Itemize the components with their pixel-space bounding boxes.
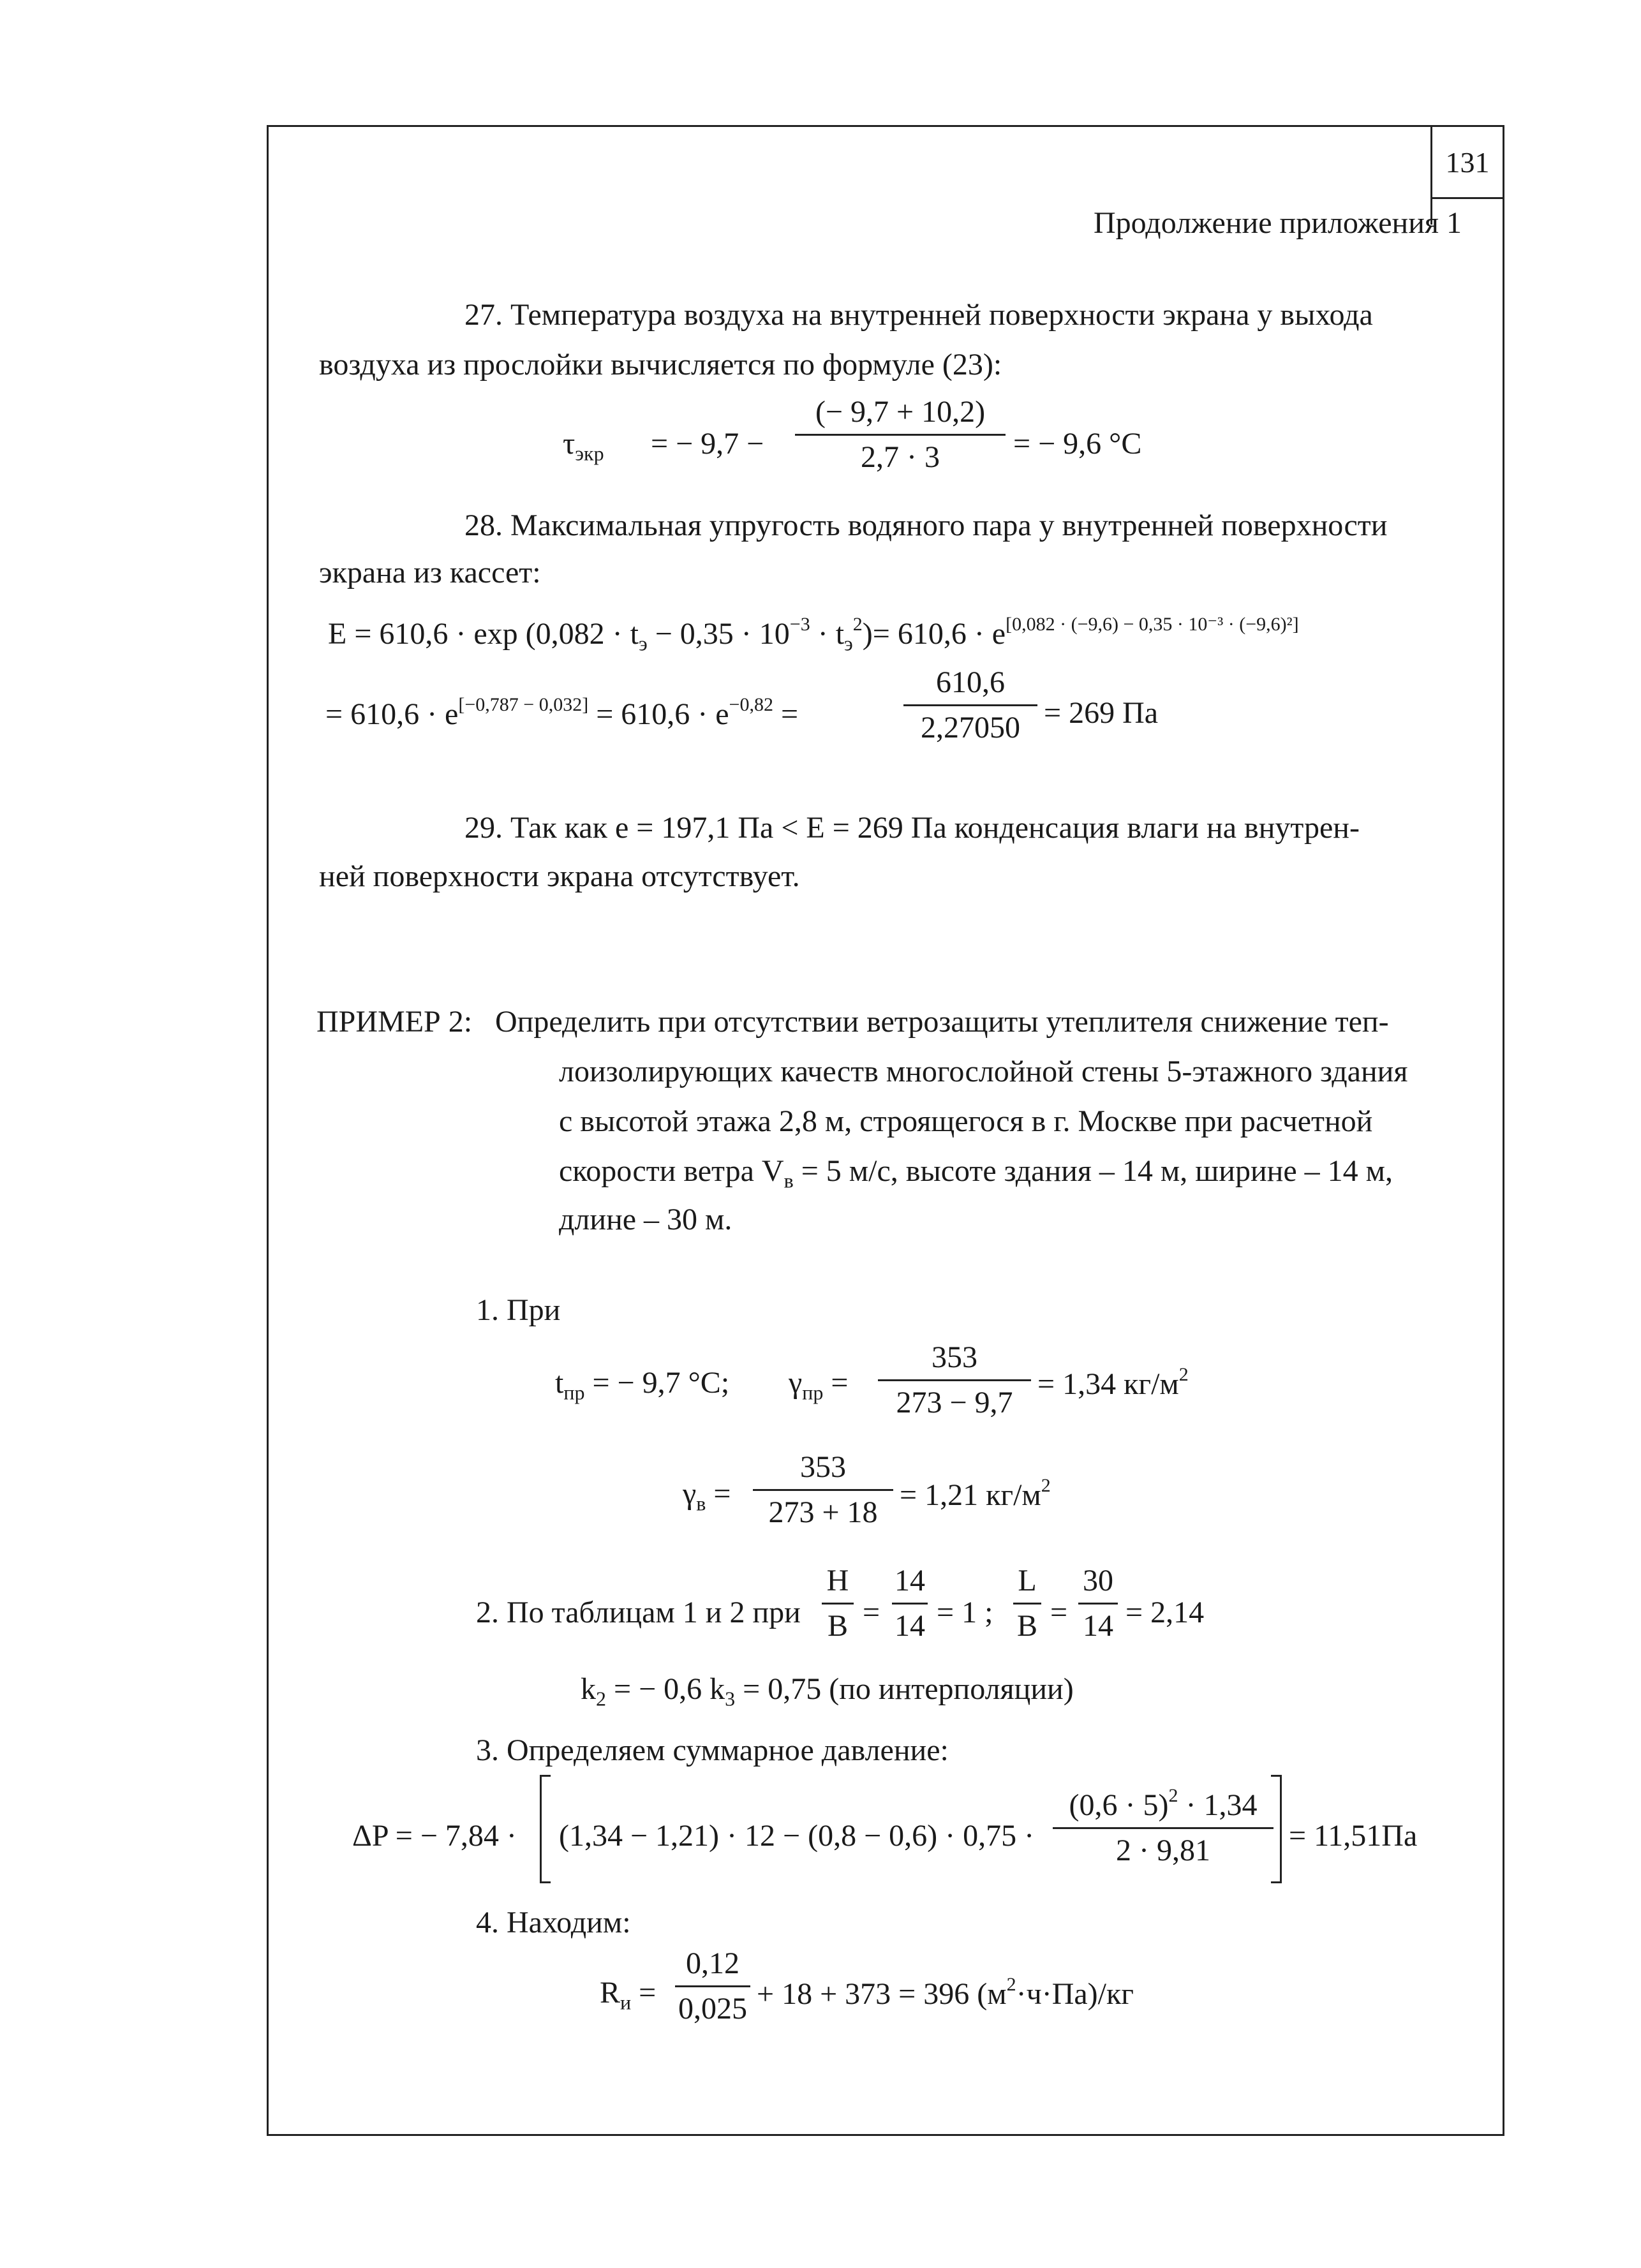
step4-label: 4. Находим: <box>476 1906 631 1939</box>
step3-result: = 11,51Па <box>1289 1819 1418 1853</box>
item29-line2: ней поверхности экрана отсутствует. <box>319 859 800 893</box>
example2-line2: лоизолирующих качеств многослойной стены 5-этажного здания <box>559 1055 1408 1088</box>
item28-line1: 28. Максимальная упругость водяного пара у внутренней поверхности <box>464 508 1388 542</box>
page-number: 131 <box>1430 125 1504 199</box>
step2-result2: = 2,14 <box>1125 1596 1205 1629</box>
step2-result1: = 1 ; <box>937 1596 993 1629</box>
item29-line1: 29. Так как e = 197,1 Па < E = 269 Па конденсация влаги на внутрен- <box>464 811 1360 845</box>
step2-30-over-14: 30 14 <box>1078 1566 1118 1642</box>
item27-line1: 27. Температура воздуха на внутренней поверхности экрана у выхода <box>464 298 1373 332</box>
step4-rest: + 18 + 373 = 396 $(м^2\cdot ч\cdot Па)/кг$ <box>757 1974 1134 2011</box>
step3-bracket-right <box>1271 1775 1282 1883</box>
step3-fraction: $(0,6 \cdot 5)^2 \cdot 1,34$ 2 · 9,81 <box>1053 1789 1273 1866</box>
step2-eq2: = <box>1050 1596 1068 1629</box>
step3-bracket-left <box>540 1775 551 1883</box>
example2-label: ПРИМЕР 2: <box>316 1005 473 1039</box>
step1-gamma-pr-result: = 1,34 $кг/м^2$ <box>1037 1364 1189 1401</box>
step2-l-over-b: L B <box>1013 1566 1041 1642</box>
step2-14-over-14: 14 14 <box>892 1566 928 1642</box>
item28-line2: экрана из кассет: <box>319 556 541 589</box>
step4-lhs: $R_и$ = <box>600 1976 657 2014</box>
step1-gamma-v: $\gamma_в$ = <box>683 1477 731 1515</box>
item27-line2: воздуха из прослойки вычисляется по формуле (23): <box>319 348 1002 382</box>
step2-h-over-b: H B <box>822 1566 854 1642</box>
step1-gamma-pr: $\gamma_{пр}$ = <box>789 1366 849 1404</box>
example2-line3: с высотой этажа 2,8 м, строящегося в г. Москве при расчетной <box>559 1104 1373 1138</box>
item27-eq: = − 9,7 − <box>651 427 764 461</box>
example2-line5: длине – 30 м. <box>559 1203 732 1236</box>
item28-result: = 269 Па <box>1044 696 1159 730</box>
step4-fraction: 0,12 0,025 <box>675 1948 750 2024</box>
step1-gamma-pr-fraction: 353 273 − 9,7 <box>878 1342 1031 1418</box>
step2-label: 2. По таблицам 1 и 2 при <box>476 1596 801 1629</box>
step1-label: 1. При <box>476 1293 561 1327</box>
header-continuation: Продолжение приложения 1 <box>1094 206 1462 240</box>
step2-eq1: = <box>863 1596 880 1629</box>
item28-fraction: 610,6 2,27050 <box>903 667 1037 743</box>
example2-line4: скорости ветра $V_в = 5$ м/с, высоте здания – 14 м, ширине – 14 м, <box>559 1154 1393 1192</box>
example2-line1: Определить при отсутствии ветрозащиты утеплителя снижение теп- <box>495 1005 1389 1039</box>
step2-k-values: $k_2$ = − 0,6 $k_3 = 0,75$ (по интерполяции) <box>581 1672 1074 1710</box>
step3-lhs: ΔP = − 7,84 · <box>352 1819 517 1853</box>
step3-inner: (1,34 − 1,21) · 12 − (0,8 − 0,6) · 0,75 · <box>559 1819 1035 1853</box>
item28-equation2: = $610,6 \cdot e[-0,787 - 0,032] = 610,6 \cdot e^{-0,82}$ = <box>325 694 799 731</box>
step1-t: $t_{пр}$ = − 9,7 °С; <box>555 1366 730 1404</box>
step1-gamma-v-fraction: 353 273 + 18 <box>753 1452 893 1528</box>
item27-result: = − 9,6 °С <box>1013 427 1142 461</box>
item28-equation1: $E = 610,6 \cdot \exp (0,082 \cdot t_э - 0,35 \cdot 10^{-3} \cdot t_э^2)= 610,6 \cdot e[0,082 \cdot (-9,6) - 0,35 \cdot 10^{-3} \cdot (-9,6)^2]$ <box>328 614 1299 655</box>
step3-label: 3. Определяем суммарное давление: <box>476 1733 949 1767</box>
item27-fraction: (− 9,7 + 10,2) 2,7 · 3 <box>795 397 1006 473</box>
step1-gamma-v-result: = 1,21 $кг/м^2$ <box>900 1475 1051 1512</box>
item27-lhs: $\tau_{экр}$ <box>563 427 604 465</box>
